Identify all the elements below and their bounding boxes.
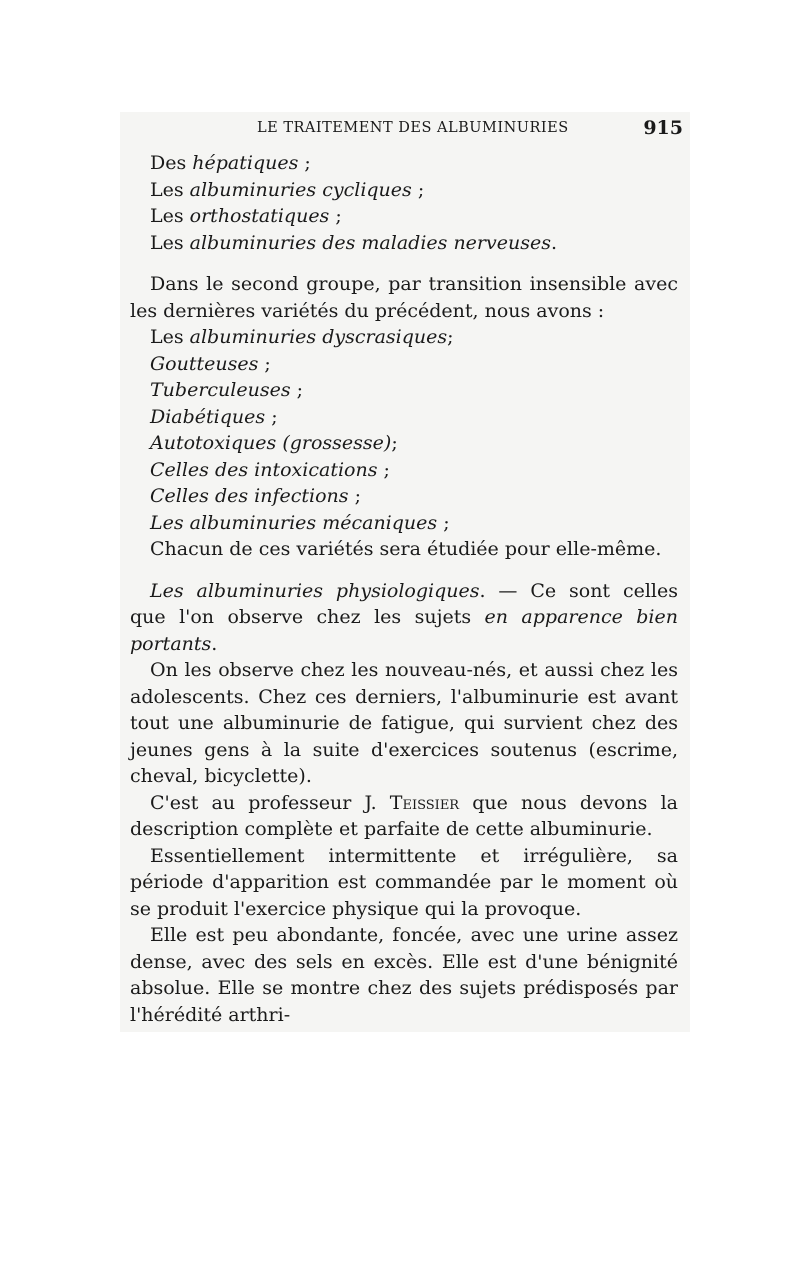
paragraph-abundance: Elle est peu abondante, foncée, avec une urine assez dense, avec des sels en excès. Elle est d'une bénignité absolue. Elle se montre chez des sujets prédisposés par l'hérédité arthri-: [130, 924, 678, 1026]
list-item: Les albuminuries dyscrasiques;: [150, 326, 454, 348]
paragraph-newborns: On les observe chez les nouveau-nés, et aussi chez les adolescents. Chez ces derniers, l'albuminurie est avant tout une albuminurie de fatigue, qui survient chez des jeunes gens à la suite d'exercices soutenus (escrime, cheval, bicyclette).: [130, 659, 678, 787]
running-title: LE TRAITEMENT DES ALBUMINURIES: [257, 120, 569, 136]
list-item: Diabétiques ;: [150, 405, 278, 428]
paragraph-intermittent: Essentiellement intermittente et irrégulière, sa période d'apparition est commandée par le moment où se produit l'exercice physique qui la provoque.: [130, 844, 678, 920]
list-item: Les orthostatiques ;: [150, 205, 342, 227]
list-item: Celles des intoxications ;: [150, 458, 390, 481]
list-item: Celles des infections ;: [150, 485, 361, 507]
list-item: Les albuminuries des maladies nerveuses.: [150, 231, 558, 254]
list-item: Tuberculeuses ;: [150, 379, 304, 401]
list-item: Les albuminuries cycliques ;: [150, 178, 425, 201]
list-item: Chacun de ces variétés sera étudiée pour elle-même.: [150, 538, 662, 560]
paragraph-physiological: Les albuminuries physiologiques. — Ce sont celles que l'on observe chez les sujets en apparence bien portants.: [130, 579, 678, 655]
page-number: 915: [643, 117, 683, 139]
paragraph-teissier: C'est au professeur J. Teissier que nous devons la description complète et parfaite de cette albuminurie.: [130, 791, 678, 840]
paragraph-second-group: Dans le second groupe, par transition insensible avec les dernières variétés du précédent, nous avons :: [130, 273, 678, 322]
dyscrasic-list: [130, 324, 678, 563]
hepatic-list: [130, 150, 678, 256]
list-item: Goutteuses ;: [150, 352, 271, 375]
list-item: Les albuminuries mécaniques ;: [150, 511, 450, 534]
list-item: Des hépatiques ;: [150, 152, 311, 174]
list-item: Autotoxiques (grossesse);: [150, 432, 398, 454]
page-body: [130, 150, 678, 1028]
running-header: [130, 117, 683, 141]
